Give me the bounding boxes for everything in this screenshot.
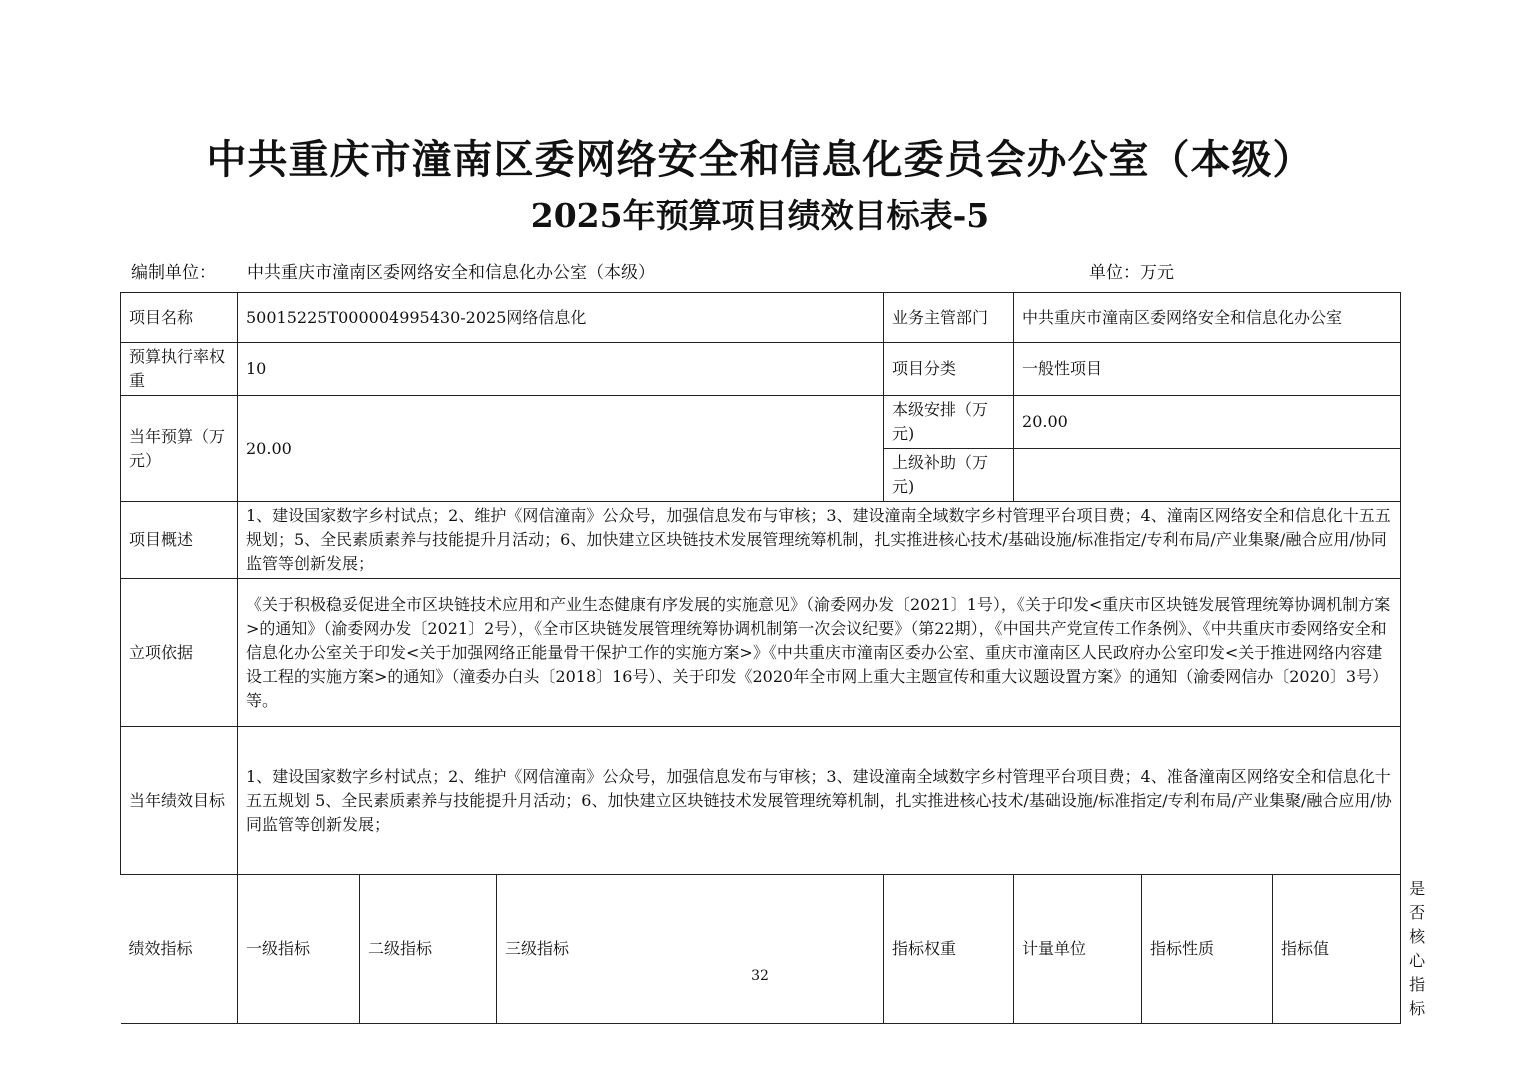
header-level3: 三级指标 [497, 875, 884, 1024]
row-indicator-headers: 绩效指标 一级指标 二级指标 三级指标 指标权重 计量单位 指标性质 指标值 是否核心指标 [121, 875, 1401, 1024]
header-value: 指标值 [1273, 875, 1401, 1024]
basis-label: 立项依据 [121, 579, 238, 727]
dept-label: 业务主管部门 [884, 293, 1014, 343]
performance-table [120, 292, 1426, 1024]
header-level2: 二级指标 [360, 875, 497, 1024]
overview-label: 项目概述 [121, 502, 238, 579]
document-subtitle: 2025年预算项目绩效目标表-5 [530, 196, 990, 235]
overview-value: 1、建设国家数字乡村试点；2、维护《网信潼南》公众号，加强信息发布与审核；3、建设潼南全域数字乡村管理平台项目费；4、潼南区网络安全和信息化十五五规划；5、全民素质素养与技能提升月活动；6、加快建立区块链技术发展管理统筹机制，扎实推进核心技术/基础设施/标准指定/专利布局/产业集聚/融合应用/协同监管等创新发展； [238, 502, 1401, 579]
local-label: 本级安排（万元) [884, 396, 1014, 449]
document-title: 中共重庆市潼南区委网络安全和信息化委员会办公室（本级） [206, 137, 1314, 183]
budget-value: 20.00 [238, 396, 884, 502]
header-nature: 指标性质 [1142, 875, 1273, 1024]
unit-label: 单位：万元 [1089, 263, 1174, 283]
org-value: 中共重庆市潼南区委网络安全和信息化办公室（本级） [247, 263, 655, 283]
project-name-value: 50015225T000004995430-2025网络信息化 [238, 293, 884, 343]
category-label: 项目分类 [884, 343, 1014, 396]
header-level1: 一级指标 [238, 875, 360, 1024]
row-project-name [121, 293, 1401, 343]
dept-value: 中共重庆市潼南区委网络安全和信息化办公室 [1014, 293, 1401, 343]
header-weight: 指标权重 [884, 875, 1014, 1024]
budget-label: 当年预算（万元） [121, 396, 238, 502]
page-number: 32 [751, 968, 769, 984]
org-label: 编制单位： [131, 263, 216, 283]
row-overview [121, 502, 1401, 579]
row-exec-weight [121, 343, 1401, 396]
row-budget [121, 396, 1401, 449]
local-value: 20.00 [1014, 396, 1401, 449]
exec-weight-label: 预算执行率权重 [121, 343, 238, 396]
indicators-label: 绩效指标 [121, 875, 238, 1024]
basis-value: 《关于积极稳妥促进全市区块链技术应用和产业生态健康有序发展的实施意见》（渝委网办发〔2021〕1号），《关于印发<重庆市区块链发展管理统筹协调机制方案>的通知》（渝委网办发〔2021〕2号），《全市区块链发展管理统筹协调机制第一次会议纪要》（第22期），《中国共产党宣传工作条例》、《中共重庆市委网络安全和信息化办公室关于印发<关于加强网络正能量骨干保护工作的实施方案>》《中共重庆市潼南区委办公室、重庆市潼南区人民政府办公室印发<关于推进网络内容建设工程的实施方案>的通知》（潼委办白头〔2018〕16号）、关于印发《2020年全市网上重大主题宣传和重大议题设置方案》的通知（渝委网信办〔2020〕3号）等。 [238, 579, 1401, 727]
subsidy-value [1014, 449, 1401, 502]
project-name-label: 项目名称 [121, 293, 238, 343]
subsidy-label: 上级补助（万元) [884, 449, 1014, 502]
row-goal [121, 727, 1401, 875]
category-value: 一般性项目 [1014, 343, 1401, 396]
row-basis [121, 579, 1401, 727]
exec-weight-value: 10 [238, 343, 884, 396]
header-unit: 计量单位 [1014, 875, 1142, 1024]
goal-label: 当年绩效目标 [121, 727, 238, 875]
goal-value: 1、建设国家数字乡村试点；2、维护《网信潼南》公众号，加强信息发布与审核；3、建设潼南全域数字乡村管理平台项目费；4、准备潼南区网络安全和信息化十五五规划 5、全民素质素养与技能提升月活动；6、加快建立区块链技术发展管理统筹机制，扎实推进核心技术/基础设施/标准指定/专利布局/产业集聚/融合应用/协同监管等创新发展； [238, 727, 1401, 875]
